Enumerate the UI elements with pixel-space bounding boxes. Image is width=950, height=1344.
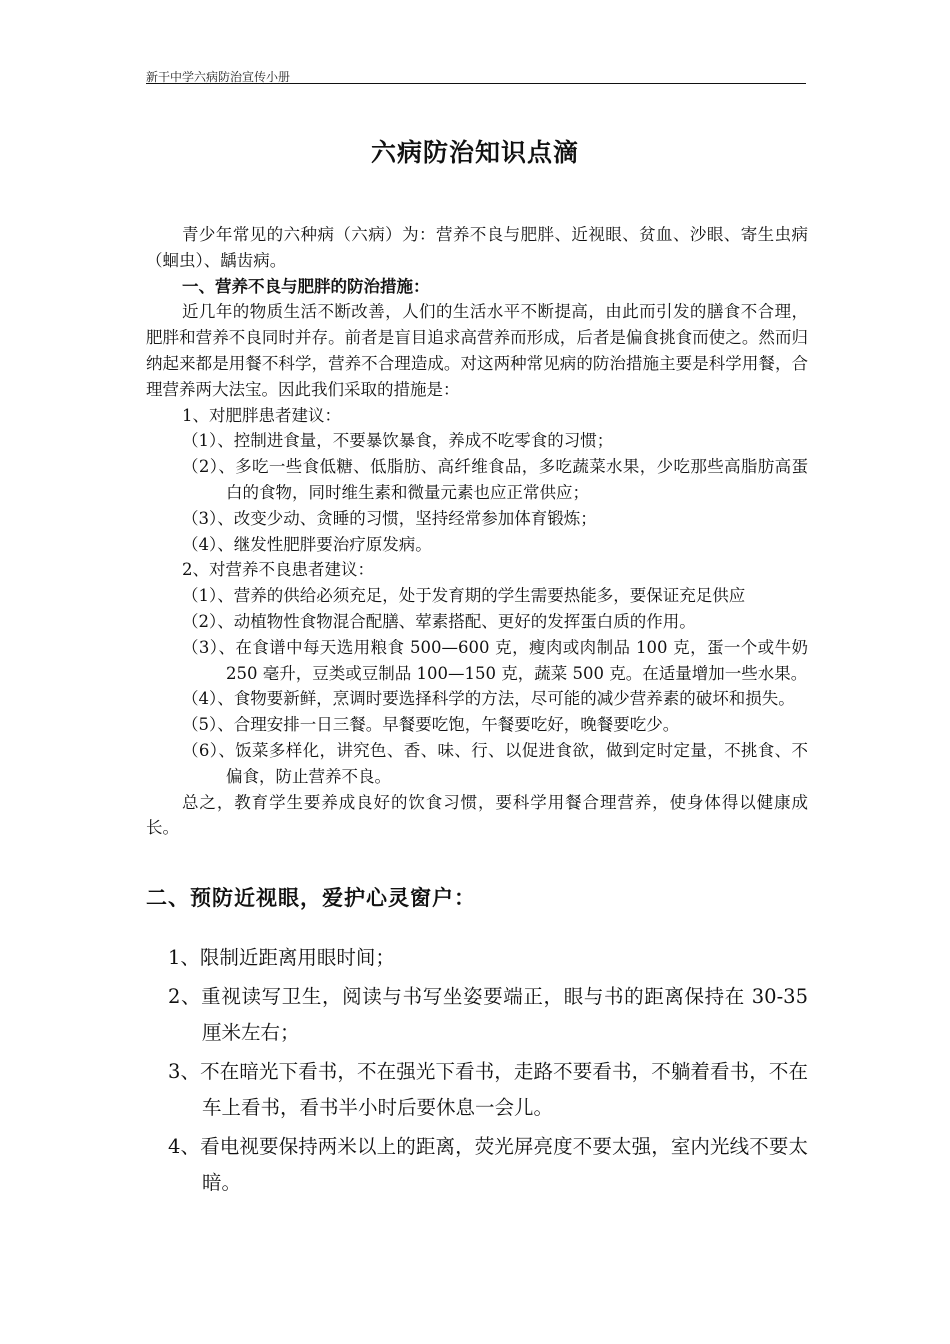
obese-item: （3）、改变少动、贪睡的习惯，坚持经常参加体育锻炼；: [182, 508, 597, 528]
myopia-tip-item: 2、重视读写卫生，阅读与书写坐姿要端正，眼与书的距离保持在 30-35 厘米左右；: [168, 985, 808, 1044]
malnutrition-advice-title: 2、对营养不良患者建议：: [182, 560, 374, 580]
malnutrition-item: （3）、在食谱中每天选用粮食 500—600 克，瘦肉或肉制品 100 克，蛋一个或牛奶 250 毫升，豆类或豆制品 100—150 克，蔬菜 500 克。在适量增加一些水果。: [182, 637, 808, 683]
malnutrition-item: （2）、动植物性食物混合配膳、荤素搭配、更好的发挥蛋白质的作用。: [182, 611, 696, 631]
malnutrition-item: （1）、营养的供给必须充足，处于发育期的学生需要热能多，要保证充足供应: [182, 586, 746, 606]
section-1-heading: 一、营养不良与肥胖的防治措施：: [182, 276, 430, 296]
running-header: 新干中学六病防治宣传小册: [146, 70, 291, 84]
myopia-tip-item: 3、不在暗光下看书，不在强光下看书，走路不要看书，不躺着看书，不在车上看书，看书半小时后要休息一会儿。: [168, 1060, 808, 1119]
section-2-list: [146, 940, 808, 1204]
malnutrition-item: （4）、食物要新鲜，烹调时要选择科学的方法，尽可能的减少营养素的破坏和损失。: [182, 689, 795, 709]
obese-advice-title: 1、对肥胖患者建议：: [182, 405, 341, 425]
malnutrition-item: （5）、合理安排一日三餐。早餐要吃饱，午餐要吃好，晚餐要吃少。: [182, 715, 680, 735]
header-rule: [146, 83, 806, 84]
myopia-tip-item: 1、限制近距离用眼时间；: [168, 946, 395, 969]
obese-item: （4）、继发性肥胖要治疗原发病。: [182, 534, 432, 554]
myopia-tip-item: 4、看电视要保持两米以上的距离，荧光屏亮度不要太强，室内光线不要太暗。: [168, 1135, 808, 1194]
obese-item: （1）、控制进食量，不要暴饮暴食，养成不吃零食的习惯；: [182, 431, 614, 451]
malnutrition-item: （6）、饭菜多样化，讲究色、香、味、行、以促进食欲，做到定时定量，不挑食、不偏食，防止营养不良。: [182, 740, 808, 786]
section-1-paragraph: 近几年的物质生活不断改善，人们的生活水平不断提高，由此而引发的膳食不合理，肥胖和营养不良同时并存。前者是盲目追求高营养而形成，后者是偏食挑食而使之。然而归纳起来都是用餐不科学，营养不合理造成。对这两种常见病的防治措施主要是科学用餐，合理营养两大法宝。因此我们采取的措施是：: [146, 302, 808, 399]
section-1-summary: 总之，教育学生要养成良好的饮食习惯，要科学用餐合理营养，使身体得以健康成长。: [146, 792, 808, 838]
intro-paragraph: 青少年常见的六种病（六病）为：营养不良与肥胖、近视眼、贫血、沙眼、寄生虫病（蛔虫）、龋齿病。: [146, 225, 808, 270]
section-2-heading: 二、预防近视眼，爱护心灵窗户：: [146, 886, 476, 910]
section-1-body: [146, 222, 808, 841]
page-title: 六病防治知识点滴: [370, 138, 579, 167]
obese-item: （2）、多吃一些食低糖、低脂肪、高纤维食品，多吃蔬菜水果，少吃那些高脂肪高蛋白的食物，同时维生素和微量元素也应正常供应；: [182, 457, 808, 502]
